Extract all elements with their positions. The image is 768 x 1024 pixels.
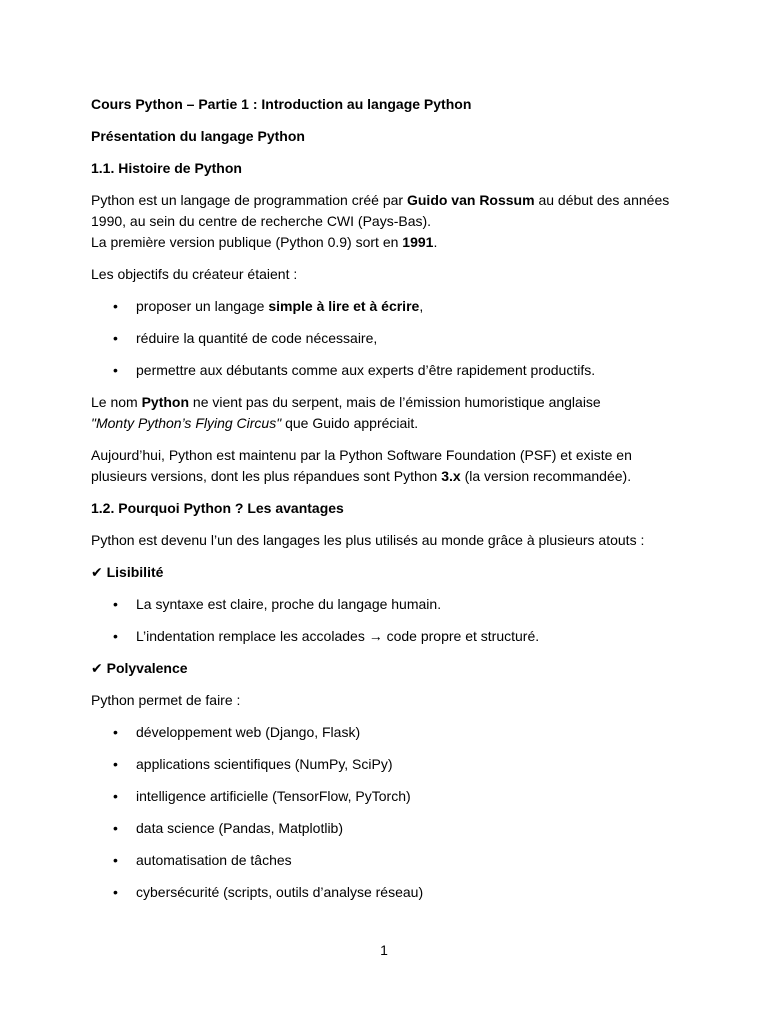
list-item: • cybersécurité (scripts, outils d’analyse réseau) — [91, 882, 691, 903]
document-title: Cours Python – Partie 1 : Introduction au langage Python — [91, 96, 472, 112]
paragraph-psf: Aujourd’hui, Python est maintenu par la Python Software Foundation (PSF) et existe en plusieurs versions, dont les plus répandues sont Python 3.x (la version recommandée). — [91, 447, 632, 484]
paragraph-goals-intro: Les objectifs du créateur étaient : — [91, 266, 298, 282]
list-item: • développement web (Django, Flask) — [91, 722, 691, 743]
paragraph-history: Python est un langage de programmation créé par Guido van Rossum au début des années 1990, au sein du centre de recherche CWI (Pays-Bas). La première version publique (Python 0.9) sort en 1991. — [91, 192, 670, 250]
paragraph-name-origin: Le nom Python ne vient pas du serpent, mais de l’émission humoristique anglaise "Monty Python’s Flying Circus" que Guido appréciait. — [91, 394, 601, 431]
list-item: • automatisation de tâches — [91, 850, 691, 871]
list-item: • permettre aux débutants comme aux experts d’être rapidement productifs. — [91, 360, 691, 381]
list-item: • réduire la quantité de code nécessaire, — [91, 328, 691, 349]
subheading-polyvalence: ✔ Polyvalence — [91, 660, 188, 676]
goals-list — [91, 296, 691, 381]
paragraph-polyvalence-intro: Python permet de faire : — [91, 692, 241, 708]
subheading-lisibilite: ✔ Lisibilité — [91, 564, 164, 580]
page-number: 1 — [380, 942, 388, 958]
document-subtitle: Présentation du langage Python — [91, 128, 305, 144]
list-item: • intelligence artificielle (TensorFlow, PyTorch) — [91, 786, 691, 807]
polyvalence-list — [91, 722, 691, 903]
document-body — [91, 94, 691, 914]
paragraph-advantages-intro: Python est devenu l’un des langages les plus utilisés au monde grâce à plusieurs atouts : — [91, 532, 645, 548]
section-heading-history: 1.1. Histoire de Python — [91, 160, 242, 176]
list-item: • applications scientifiques (NumPy, SciPy) — [91, 754, 691, 775]
list-item: • L’indentation remplace les accolades → code propre et structuré. — [91, 626, 691, 647]
section-heading-advantages: 1.2. Pourquoi Python ? Les avantages — [91, 500, 344, 516]
lisibilite-list — [91, 594, 691, 647]
list-item: • La syntaxe est claire, proche du langage humain. — [91, 594, 691, 615]
list-item: • data science (Pandas, Matplotlib) — [91, 818, 691, 839]
list-item: • proposer un langage simple à lire et à écrire, — [91, 296, 691, 317]
